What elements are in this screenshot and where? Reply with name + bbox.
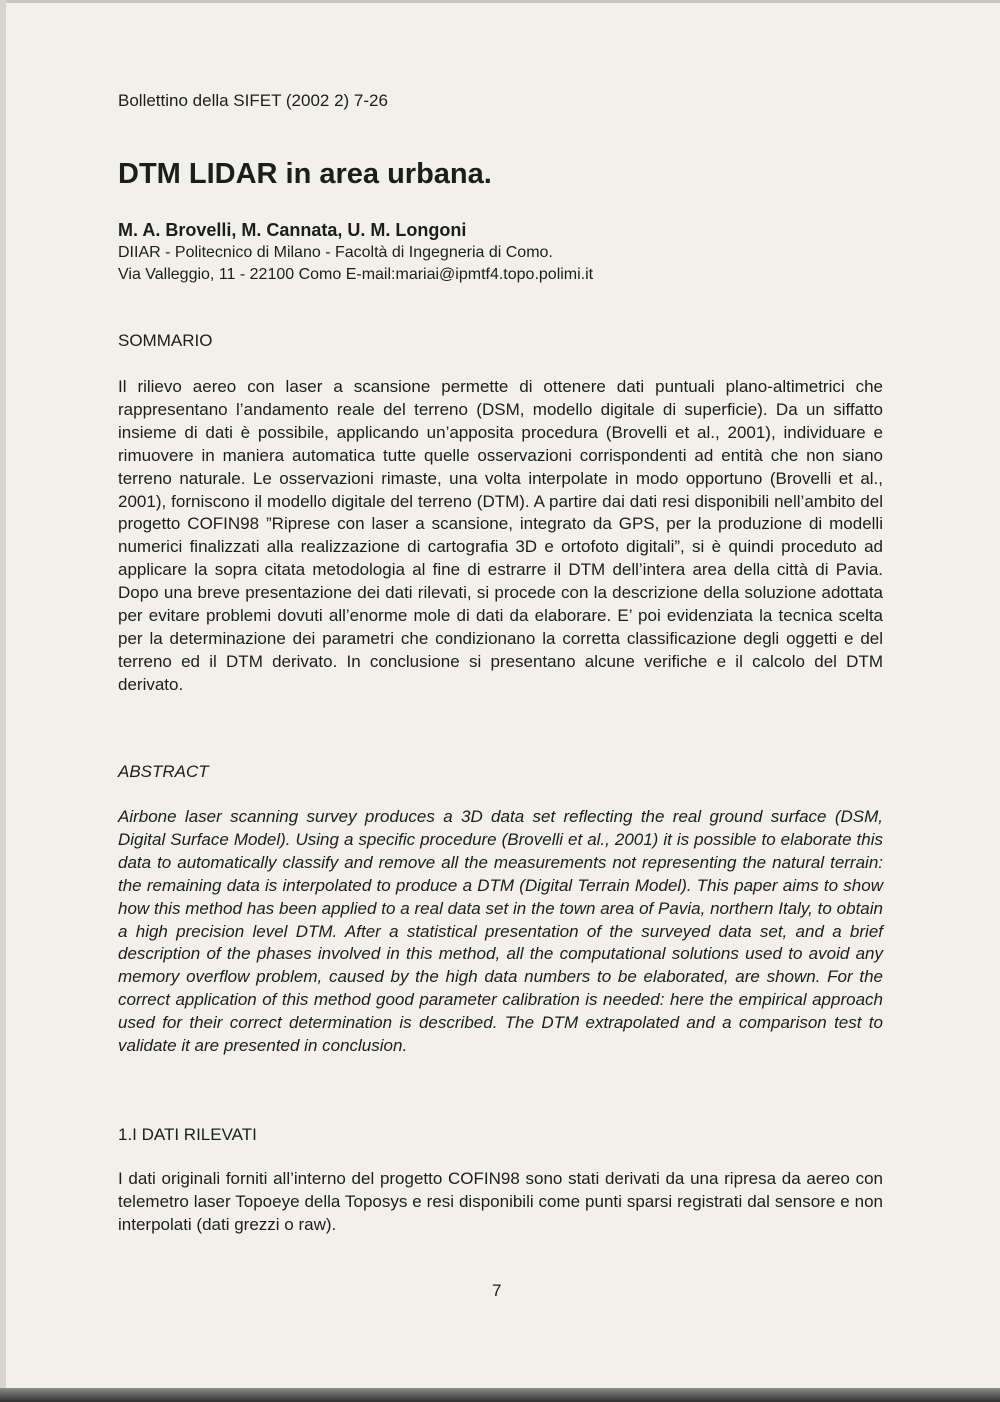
sommario-heading: SOMMARIO	[118, 331, 213, 350]
abstract-heading: ABSTRACT	[118, 762, 209, 781]
abstract-paragraph: Airbone laser scanning survey produces a 3D data set reflecting the real ground surface (DSM, Digital Surface Model). Using a specific procedure (Brovelli et al., 2001) it is possible to elaborate this data to automatically classify and remove all the measurements not representing the natural terrain: the remaining data is interpolated to produce a DTM (Digital Terrain Model). This paper aims to show how this method has been applied to a real data set in the town area of Pavia, northern Italy, to obtain a high precision level DTM. After a statistical presentation of the surveyed data set, and a brief description of the phases involved in this method, all the computational solutions used to avoid any memory overflow problem, caused by the high data numbers to be elaborated, are shown. For the correct application of this method good parameter calibration is needed: here the empirical approach used for their correct determination is described. The DTM extrapolated and a comparison test to validate it are presented in conclusion.	[118, 807, 883, 1056]
affiliation-line-1: DIIAR - Politecnico di Milano - Facoltà di Ingegneria di Como.	[118, 244, 553, 261]
page-number: 7	[492, 1281, 502, 1300]
article-title: DTM LIDAR in area urbana.	[118, 158, 492, 190]
running-header: Bollettino della SIFET (2002 2) 7-26	[118, 91, 388, 110]
affiliation-line-2: Via Valleggio, 11 - 22100 Como E-mail:mariai@ipmtf4.topo.polimi.it	[118, 266, 594, 283]
top-edge-rule	[0, 0, 1000, 3]
sommario-paragraph: Il rilievo aereo con laser a scansione permette di ottenere dati puntuali plano-altimetrici che rappresentano l’andamento reale del terreno (DSM, modello digitale di superficie). Da un siffatto insieme di dati è possibile, applicando un’apposita procedura (Brovelli et al., 2001), individuare e rimuovere in maniera automatica tutte quelle osservazioni corrispondenti ad entità che non siano terreno naturale. Le osservazioni rimaste, una volta interpolate in modo opportuno (Brovelli et al., 2001), forniscono il modello digitale del terreno (DTM). A partire dai dati resi disponibili nell’ambito del progetto COFIN98 ”Riprese con laser a scansione, integrato da GPS, per la produzione di modelli numerici finalizzati alla realizzazione di cartografia 3D e ortofoto digitali”, si è quindi proceduto ad applicare la sopra citata metodologia al fine di estrarre il DTM dell’intera area della città di Pavia. Dopo una breve presentazione dei dati rilevati, si procede con la descrizione della soluzione adottata per evitare problemi dovuti all’enorme mole di dati da elaborare. E’ poi evidenziata la tecnica scelta per la determinazione dei parametri che condizionano la corretta classificazione degli oggetti e del terreno ed il DTM derivato. In conclusione si presentano alcune verifiche e il calcolo del DTM derivato.	[118, 377, 883, 694]
section-1-heading: 1.I DATI RILEVATI	[118, 1125, 257, 1144]
page-bottom-shadow	[0, 1388, 1000, 1402]
author-list: M. A. Brovelli, M. Cannata, U. M. Longoni	[118, 220, 467, 240]
section-1-paragraph: I dati originali forniti all’interno del progetto COFIN98 sono stati derivati da una ripresa da aereo con telemetro laser Topoeye della Toposys e resi disponibili come punti sparsi registrati dal sensore e non interpolati (dati grezzi o raw).	[118, 1169, 883, 1234]
page-left-edge	[0, 0, 6, 1402]
